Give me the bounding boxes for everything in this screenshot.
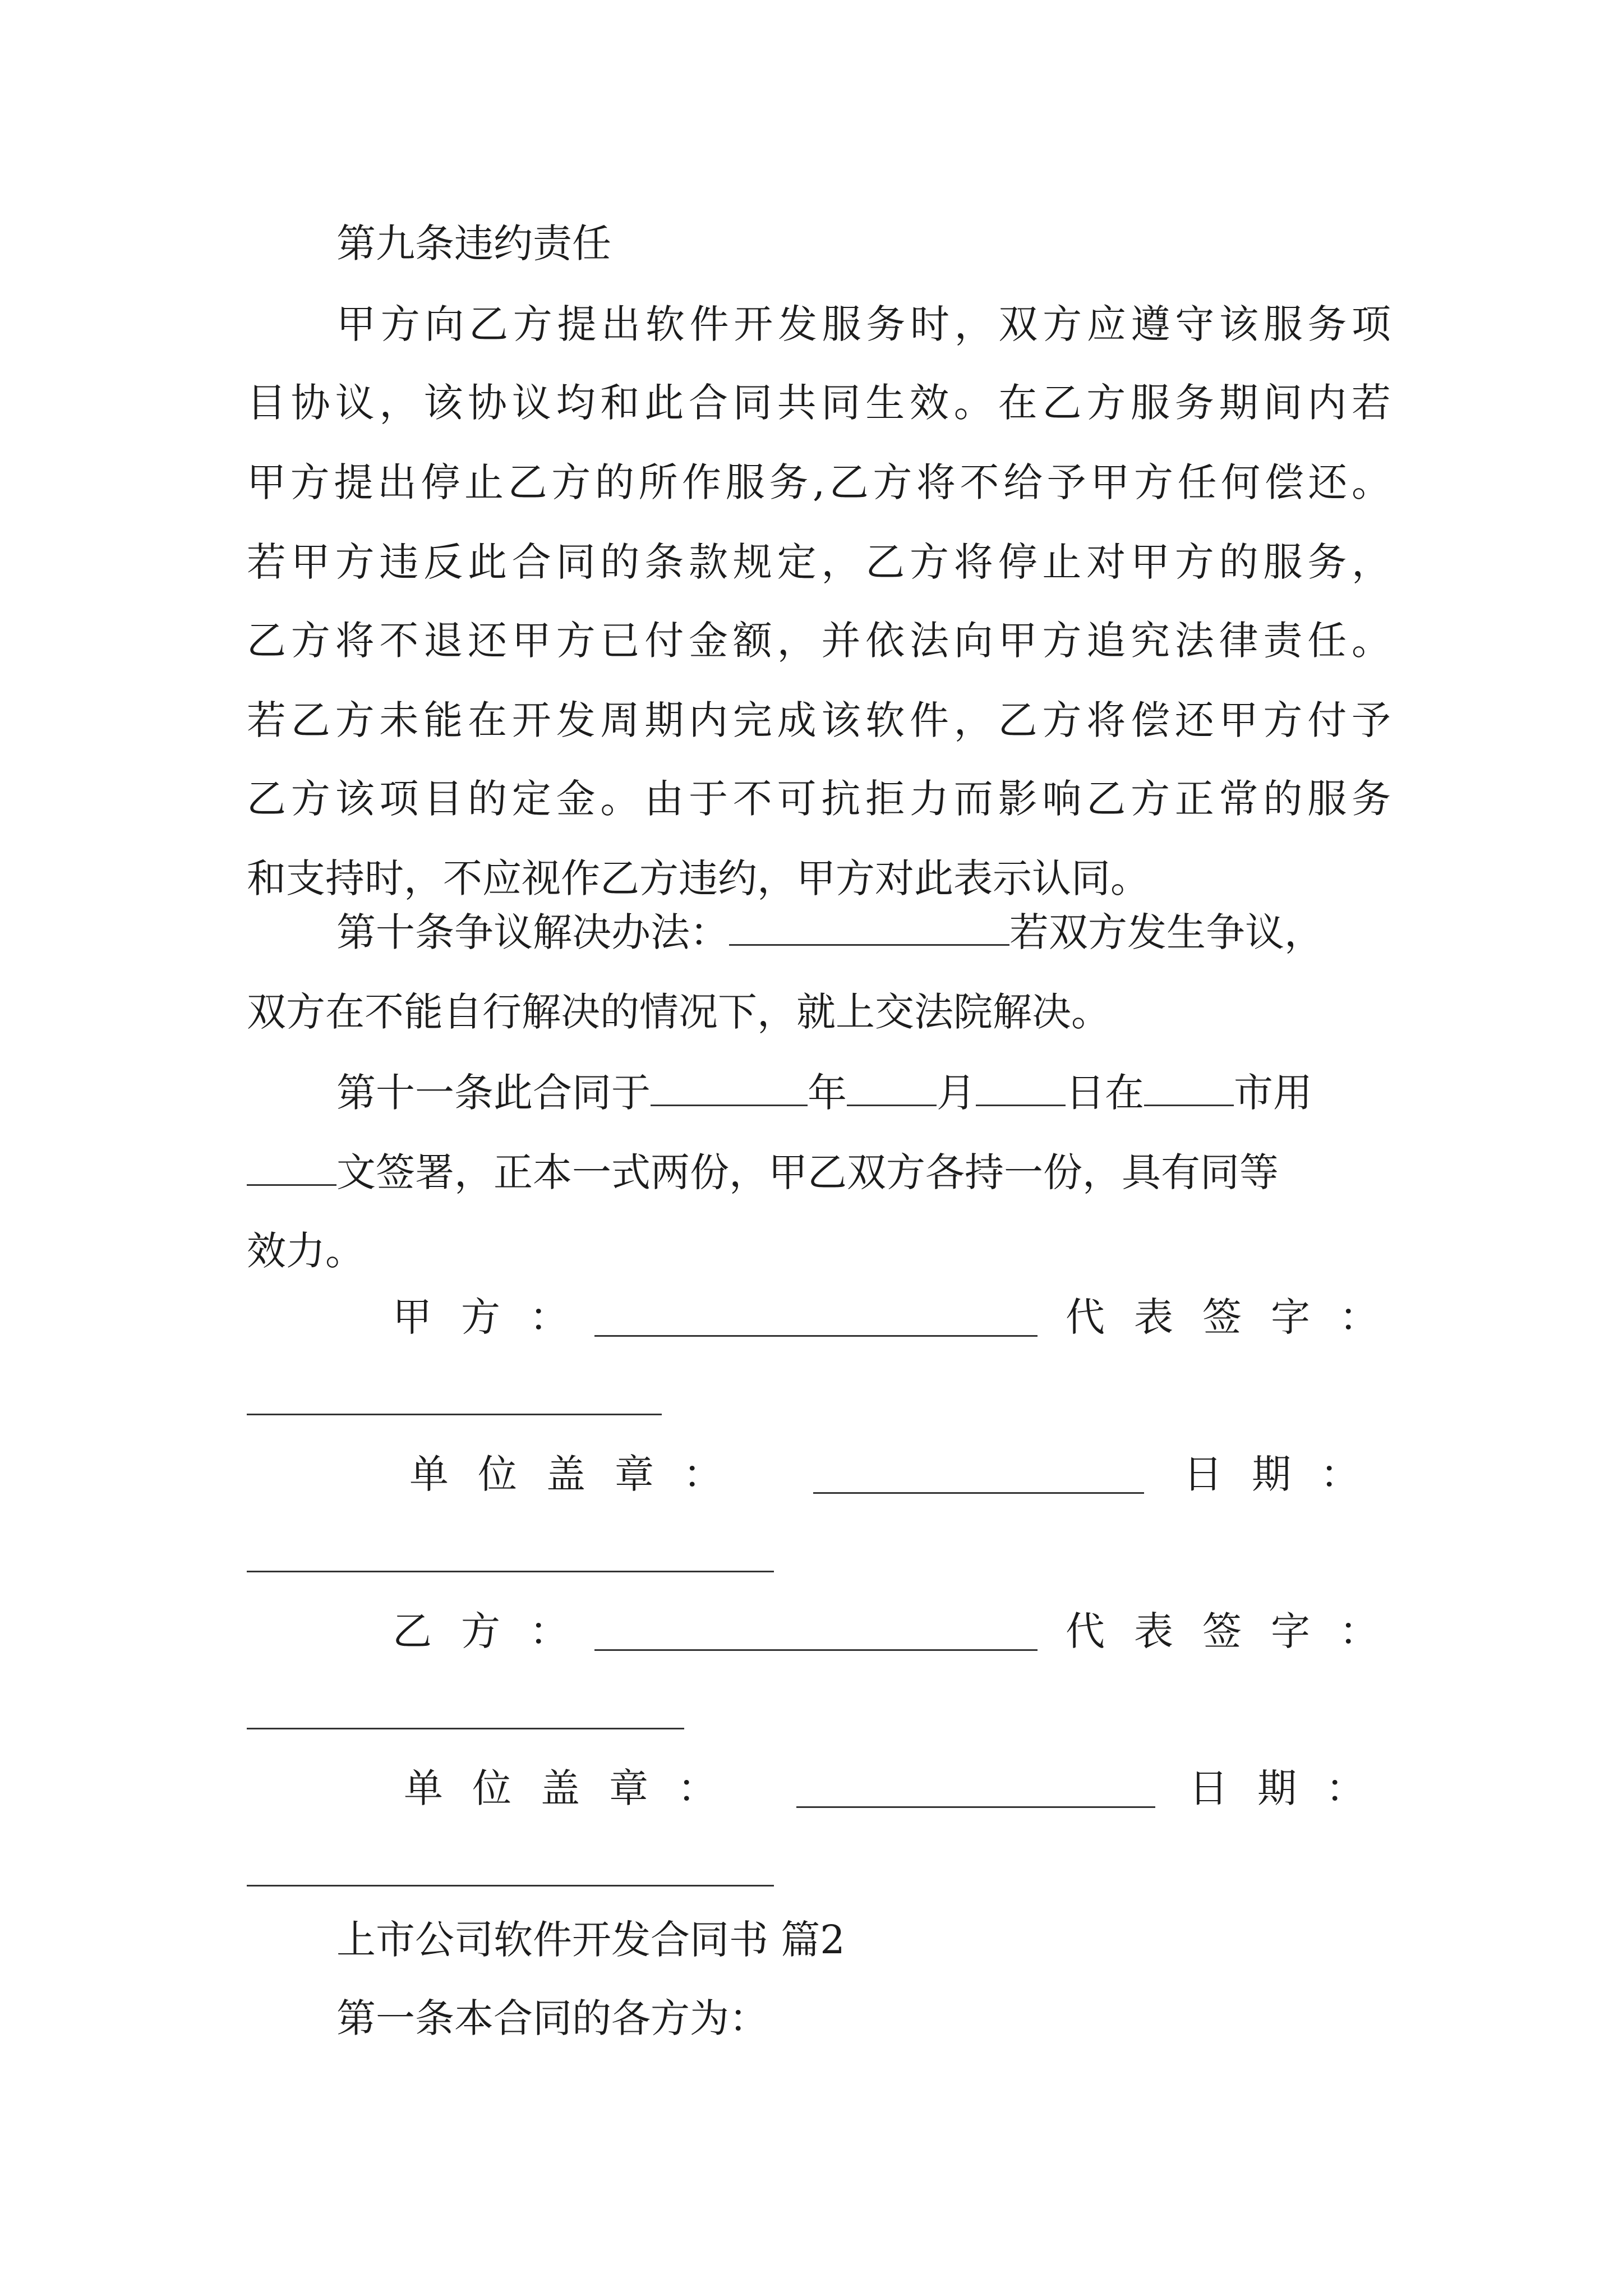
article11-line-1 xyxy=(336,1066,1391,1120)
article11-lead: 第十一条此合同于 xyxy=(336,1070,651,1116)
day-blank xyxy=(976,1072,1066,1106)
party-a-rep-sign-label: 代表签字： xyxy=(1066,1294,1408,1340)
article9-line-1: 甲方向乙方提出软件开发服务时，双方应遵守该服务项 xyxy=(336,301,1391,347)
article10-line-1 xyxy=(336,905,1391,959)
year-label: 年 xyxy=(808,1070,847,1116)
party-a-rep-sign-line xyxy=(247,1414,662,1415)
day-at-label: 日在 xyxy=(1066,1070,1144,1116)
city-use-label: 市用 xyxy=(1234,1070,1312,1116)
party-b-date-line xyxy=(247,1885,774,1887)
section2-article1: 第一条本合同的各方为： xyxy=(336,1995,768,2041)
article10-line-2: 双方在不能自行解决的情况下，就上交法院解决。 xyxy=(247,989,1110,1035)
city-blank xyxy=(1144,1072,1234,1106)
article11-line-2 xyxy=(247,1145,1391,1199)
party-b-line xyxy=(594,1649,1038,1651)
party-b-rep-sign-line xyxy=(247,1728,684,1729)
article11-line-2-rest: 文签署，正本一式两份，甲乙双方各持一份，具有同等 xyxy=(336,1149,1279,1195)
party-b-rep-sign-label: 代表签字： xyxy=(1066,1608,1408,1654)
article9-line-3: 甲方提出停止乙方的所作服务,乙方将不给予甲方任何偿还。 xyxy=(247,459,1391,505)
article9-line-8: 和支持时，不应视作乙方违约，甲方对此表示认同。 xyxy=(247,855,1150,901)
year-blank xyxy=(651,1072,808,1106)
party-b-unit-seal-label: 单位盖章： xyxy=(404,1765,746,1811)
article10-after-blank: 若双方发生争议， xyxy=(1009,909,1324,955)
party-b-date-label: 日期： xyxy=(1189,1765,1394,1811)
party-a-unit-seal-line xyxy=(813,1492,1144,1494)
section2-title: 上市公司软件开发合同书 篇2 xyxy=(336,1917,845,1963)
language-blank xyxy=(247,1152,336,1186)
article9-title: 第九条违约责任 xyxy=(336,220,611,266)
party-b-unit-seal-line xyxy=(796,1806,1155,1808)
article11-line-3: 效力。 xyxy=(247,1228,365,1274)
article9-line-2: 目协议，该协议均和此合同共同生效。在乙方服务期间内若 xyxy=(247,380,1391,426)
party-a-date-line xyxy=(247,1571,774,1572)
article9-line-6: 若乙方未能在开发周期内完成该软件，乙方将偿还甲方付予 xyxy=(247,697,1391,743)
party-a-label: 甲方： xyxy=(393,1294,598,1340)
party-a-line xyxy=(594,1335,1038,1337)
month-blank xyxy=(847,1072,937,1106)
party-a-date-label: 日期： xyxy=(1183,1451,1389,1497)
article9-line-4: 若甲方违反此合同的条款规定，乙方将停止对甲方的服务， xyxy=(247,539,1391,585)
party-a-unit-seal-label: 单位盖章： xyxy=(409,1451,751,1497)
party-b-label: 乙方： xyxy=(393,1608,598,1654)
article9-line-5: 乙方将不退还甲方已付金额，并依法向甲方追究法律责任。 xyxy=(247,618,1391,664)
article9-line-7: 乙方该项目的定金。由于不可抗拒力而影响乙方正常的服务 xyxy=(247,776,1391,822)
article10-lead: 第十条争议解决办法： xyxy=(336,909,729,955)
dispute-method-blank xyxy=(729,912,1009,946)
month-label: 月 xyxy=(937,1070,976,1116)
